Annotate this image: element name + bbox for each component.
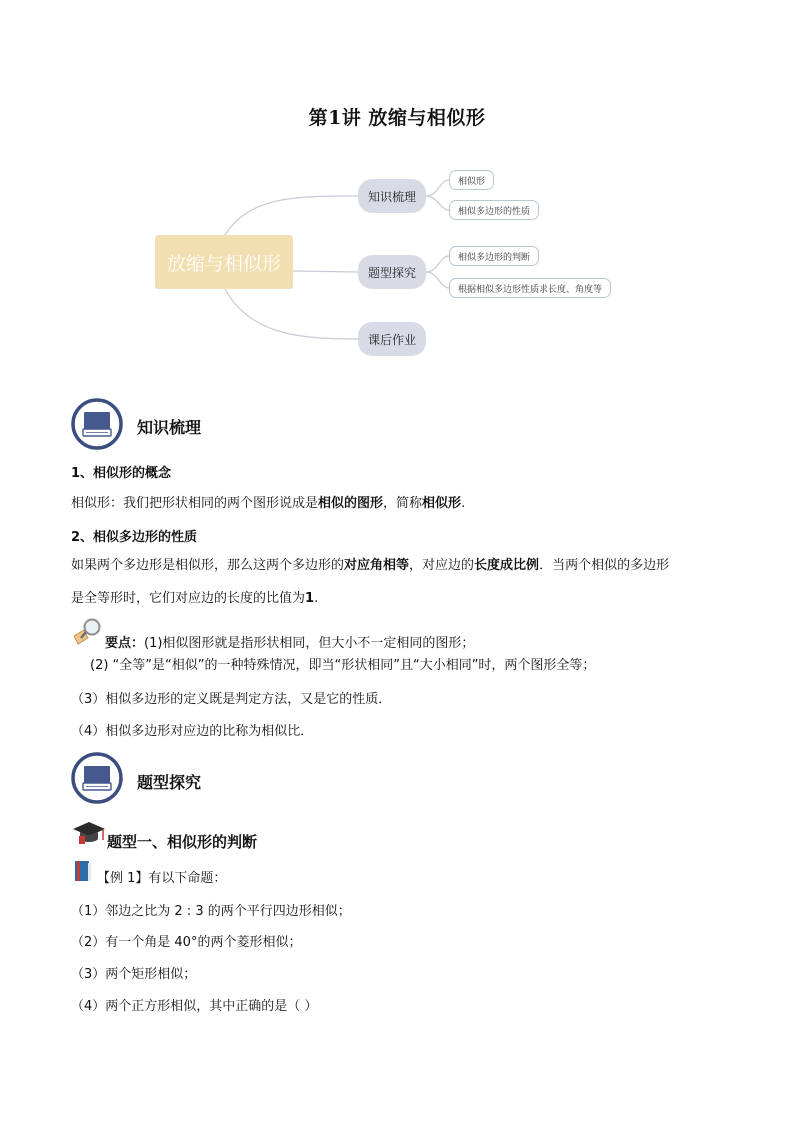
mindmap-root: 放缩与相似形 <box>155 235 293 289</box>
keypoint-2: (2) “全等”是“相似”的一种特殊情况，即当“形状相同”且“大小相同”时，两个图形全等； <box>90 658 596 673</box>
section-title-knowledge: 知识梳理 <box>137 418 202 437</box>
mindmap-leaf-polygon-judge: 相似多边形的判断 <box>449 246 539 266</box>
paragraph-polygon-props-2: 是全等形时，它们对应边的长度的比值为1. <box>71 591 319 606</box>
heading-polygon-props: 2、相似多边形的性质 <box>71 530 198 545</box>
mindmap-branch-knowledge: 知识梳理 <box>358 179 426 213</box>
heading-similar-concept: 1、相似形的概念 <box>71 466 172 481</box>
keypoint-4: （4）相似多边形对应边的比称为相似比． <box>71 724 314 739</box>
magnifier-icon <box>72 616 104 646</box>
mindmap-leaf-similar: 相似形 <box>449 170 494 190</box>
type-heading-1: 题型一、相似形的判断 <box>107 833 258 851</box>
book-icon <box>71 752 123 804</box>
book-icon <box>71 398 123 450</box>
example-item-3: （3）两个矩形相似； <box>71 967 197 982</box>
example-item-1: （1）邻边之比为 2 : 3 的两个平行四边形相似； <box>71 904 351 919</box>
mindmap-branch-homework: 课后作业 <box>358 322 426 356</box>
mindmap-leaf-polygon-props: 相似多边形的性质 <box>449 200 539 220</box>
mindmap-leaf-length-angle: 根据相似多边形性质求长度、角度等 <box>449 278 611 298</box>
keypoint-1: 要点：(1)相似图形就是指形状相同，但大小不一定相同的图形； <box>105 636 475 651</box>
mindmap-branch-types: 题型探究 <box>358 255 426 289</box>
book-stack-icon <box>73 859 93 883</box>
paragraph-similar-def: 相似形：我们把形状相同的两个图形说成是相似的图形，简称相似形. <box>71 496 466 511</box>
page-title: 第1讲 放缩与相似形 <box>308 107 486 129</box>
paragraph-polygon-props-1: 如果两个多边形是相似形，那么这两个多边形的对应角相等，对应边的长度成比例．当两个相似的多边形 <box>71 558 670 573</box>
section-title-types: 题型探究 <box>137 773 202 792</box>
keypoint-3: （3）相似多边形的定义既是判定方法，又是它的性质． <box>71 692 392 707</box>
example-item-4: （4）两个正方形相似，其中正确的是（ ） <box>71 999 318 1014</box>
example-item-2: （2）有一个角是 40°的两个菱形相似； <box>71 935 302 950</box>
graduation-cap-icon <box>71 820 107 846</box>
example-1: 【例 1】有以下命题： <box>97 871 227 886</box>
